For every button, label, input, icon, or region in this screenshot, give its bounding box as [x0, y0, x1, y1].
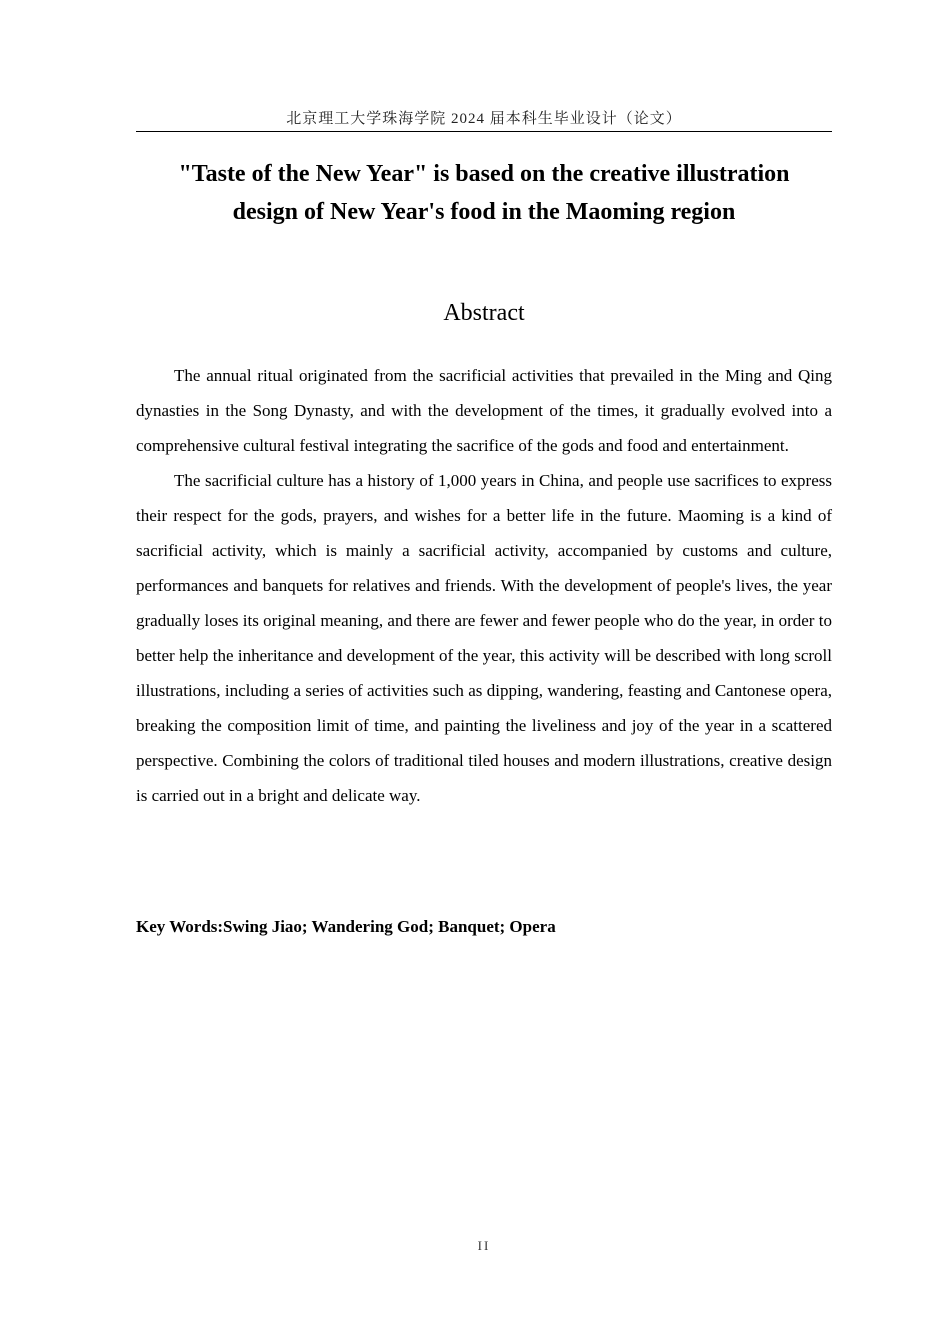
running-header: 北京理工大学珠海学院 2024 届本科生毕业设计（论文）: [286, 111, 682, 127]
header-rule: [136, 131, 832, 132]
paper-title-line-1: "Taste of the New Year" is based on the creative illustration: [178, 161, 790, 187]
abstract-heading: Abstract: [443, 300, 525, 326]
abstract-body: [136, 358, 832, 813]
abstract-paragraph-1: The annual ritual originated from the sacrificial activities that prevailed in the Ming and Qing dynasties in the Song Dynasty, and with the development of the times, it gradually evolved into a comprehensive cultural festival integrating the sacrifice of the gods and food and entertainment.: [136, 366, 832, 455]
page-number: II: [477, 1238, 491, 1253]
keywords: Key Words:Swing Jiao; Wandering God; Banquet; Opera: [136, 917, 556, 936]
paper-title-line-2: design of New Year's food in the Maoming region: [232, 199, 736, 225]
abstract-paragraph-2: The sacrificial culture has a history of 1,000 years in China, and people use sacrifices to express their respect for the gods, prayers, and wishes for a better life in the future. Maoming is a kind of sacrificial activity, which is mainly a sacrificial activity, accompanied by customs and culture, performances and banquets for relatives and friends. With the development of people's lives, the year gradually loses its original meaning, and there are fewer and fewer people who do the year, in order to better help the inheritance and development of the year, this activity will be described with long scroll illustrations, including a series of activities such as dipping, wandering, feasting and Cantonese opera, breaking the composition limit of time, and painting the liveliness and joy of the year in a scattered perspective. Combining the colors of traditional tiled houses and modern illustrations, creative design is carried out in a bright and delicate way.: [136, 471, 832, 805]
paper-title: [136, 155, 832, 231]
